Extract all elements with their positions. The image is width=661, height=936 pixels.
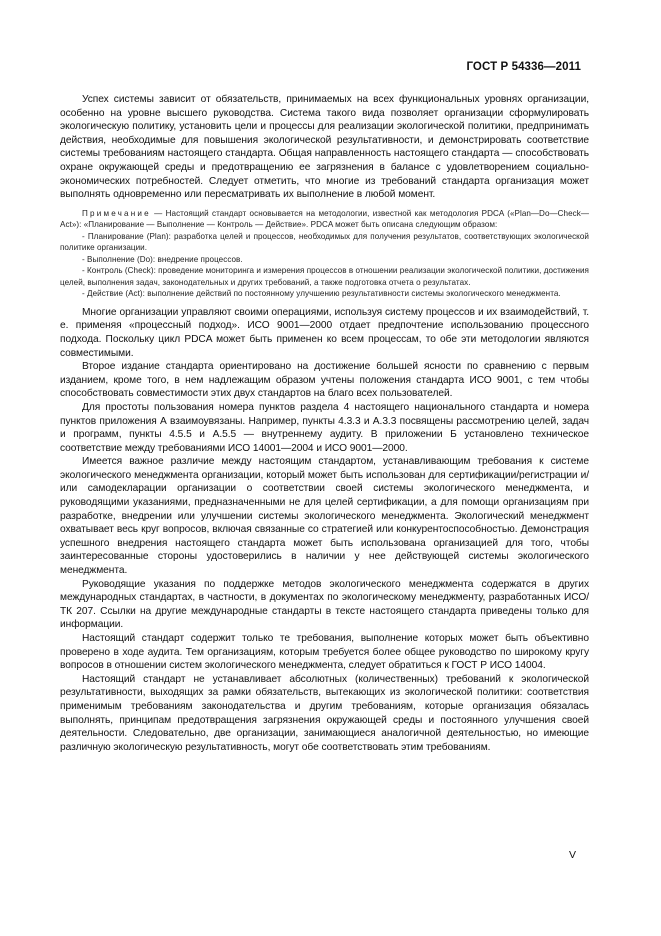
note-item: - Действие (Act): выполнение действий по постоянному улучшению результативности системы экологического менеджмента. xyxy=(82,289,561,299)
paragraph: Имеется важное различие между настоящим стандартом, устанавливающим требования к системе экологического менеджмента организации, который может быть использован для сертификации/регистрации и/или самодекларации организации о соответствии своей системы экологического менеджмента, и руководящими указаниями, предназначенными не для целей сертификации, а для помощи организациям при разработке, внедрении или улучшении системы экологического менеджмента. Экологический менеджмент охватывает весь круг вопросов, включая связанные со стратегией или конкурентоспособностью. Демонстрация успешного внедрения настоящего стандарта может быть использована организацией для того, чтобы заинтересованные стороны удостоверились в наличии у нее действующей системы экологического менеджмента. xyxy=(60,456,589,577)
paragraph: Успех системы зависит от обязательств, принимаемых на всех функциональных уровнях организации, особенно на уровне высшего руководства. Система такого вида позволяет организации сформулировать экологическую политику, установить цели и процессы для реализации экологической политики, предпринимать действия, необходимые для повышения экологической результативности, и демонстрировать соответствие системы требованиям настоящего стандарта. Общая направленность настоящего стандарта — способствовать охране окружающей среды и предотвращению ее загрязнения в балансе с удовлетворением социально-экономических потребностей. Следует отметить, что многие из требований стандарта организация может выполнять одновременно или пересматривать их выполнение в любой момент. xyxy=(60,94,589,201)
paragraph: Многие организации управляют своими операциями, используя систему процессов и их взаимодействий, т. е. применяя «процессный подход». ИСО 9001—2000 отдает предпочтение использованию процессного подхода. Поскольку цикл PDCA может быть применен ко всем процессам, то обе эти методологии являются совместимыми. xyxy=(60,306,589,359)
body-text xyxy=(60,93,589,754)
note-intro xyxy=(60,208,589,231)
document-id-header: ГОСТ Р 54336—2011 xyxy=(466,61,581,73)
paragraph: Настоящий стандарт не устанавливает абсолютных (количественных) требований к экологической результативности, выходящих за рамки обязательств, вытекающих из экологической политики: соответствия применимым требованиям законодательства и другим требованиям, которые организация обязалась выполнять, принципам предотвращения загрязнения окружающей среды и постоянного улучшения своей деятельности. Следовательно, две организации, занимающиеся аналогичной деятельностью, но имеющие различную экологическую результативность, могут обе соответствовать этим требованиям. xyxy=(60,673,589,753)
paragraph: Для простоты пользования номера пунктов раздела 4 настоящего национального стандарта и номера пунктов приложения А взаимоувязаны. Например, пункты 4.3.3 и А.3.3 посвящены рассмотрению целей, задач и программ, пункты 4.5.5 и А.5.5 — внутреннему аудиту. В приложении Б установлено техническое соответствие между требованиями ИСО 14001—2004 и ИСО 9001—2000. xyxy=(60,401,589,454)
note-item: - Планирование (Plan): разработка целей и процессов, необходимых для получения результатов, соответствующих экологической политике организации. xyxy=(60,231,589,253)
note-label: Примечание xyxy=(82,208,151,218)
paragraph: Настоящий стандарт содержит только те требования, выполнение которых может быть объективно проверено в ходе аудита. Тем организациям, которым требуется более общее руководство по широкому кругу вопросов в отношении систем экологического менеджмента, следует обратиться к ГОСТ Р ИСО 14004. xyxy=(60,633,589,672)
note-block xyxy=(60,208,589,300)
paragraph: Второе издание стандарта ориентировано на достижение большей ясности по сравнению с первым изданием, кроме того, в нем надлежащим образом учтены положения стандарта ИСО 9001, с тем чтобы способствовать совместимости этих двух стандартов на благо всех пользователей. xyxy=(60,361,589,400)
paragraph: Руководящие указания по поддержке методов экологического менеджмента содержатся в других международных стандартах, в частности, в документах по экологическому менеджменту, разработанных ИСО/ТК 207. Ссылки на другие международные стандарты в тексте настоящего стандарта приведены только для информации. xyxy=(60,578,589,631)
note-text: — Настоящий стандарт основывается на методологии, известной как методология PDCA («Plan—Do—Check—Act»): «Планирование — Выполнение — Контроль — Действие». PDCA может быть описана следующим образом: xyxy=(60,208,589,230)
note-item: - Выполнение (Do): внедрение процессов. xyxy=(82,254,243,264)
note-item: - Контроль (Check): проведение мониторинга и измерения процессов в отношении реализации экологической политики, достижения целей, выполнения задач, законодательных и других требований, а также подготовка отчета о результатах. xyxy=(60,266,589,287)
page-number: V xyxy=(568,849,576,861)
